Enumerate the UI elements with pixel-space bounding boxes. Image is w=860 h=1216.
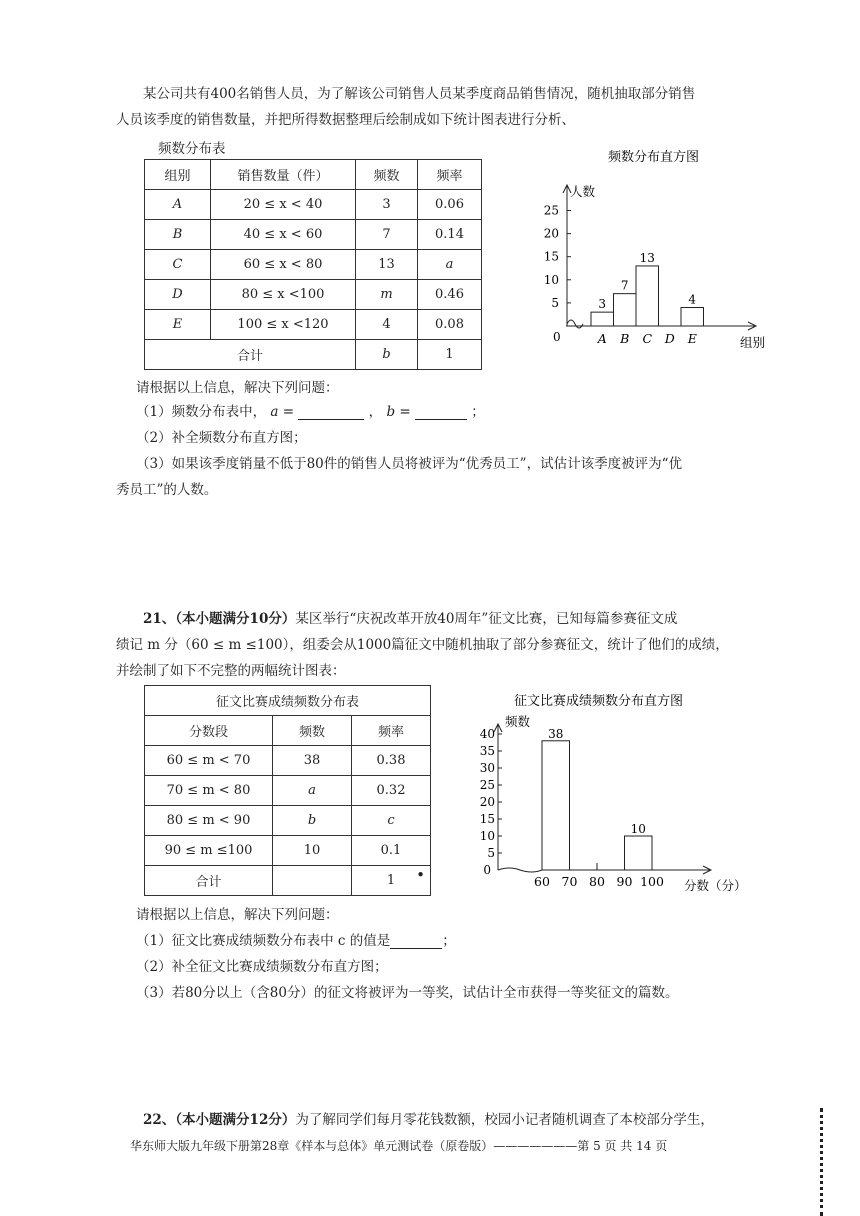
q21-sub1	[136, 929, 456, 954]
x-axis	[498, 868, 710, 872]
table-cell: B	[145, 220, 211, 250]
table-cell: 100 ≤ x <120	[211, 310, 356, 340]
table-cell: a	[273, 776, 352, 806]
table-cell: 0.14	[418, 220, 482, 250]
table-row	[145, 250, 482, 280]
q20-sub1-end: ；	[471, 404, 485, 420]
table-header-row	[145, 160, 482, 190]
header-cell: 分数段	[145, 716, 273, 746]
bar-data-label: 4	[688, 292, 697, 307]
y-tick-label: 25	[479, 778, 495, 792]
y-tick-label: 20	[479, 795, 495, 809]
table-cell: 0.08	[418, 310, 482, 340]
table-cell: c	[352, 806, 431, 836]
table-cell: A	[145, 190, 211, 220]
y-tick-label: 40	[479, 727, 495, 741]
table-cell: 20 ≤ x < 40	[211, 190, 356, 220]
table-cell	[352, 866, 431, 896]
table-cell: C	[145, 250, 211, 280]
q20-sub2: （2）补全频数分布直方图；	[136, 430, 307, 446]
q22-number: 22、	[143, 1112, 176, 1128]
table-row	[145, 776, 431, 806]
table-cell: 60 ≤ m < 70	[145, 746, 273, 776]
q21-histogram	[470, 688, 770, 900]
bar-data-label: 10	[630, 822, 646, 836]
table-row	[145, 806, 431, 836]
table-cell: 0.06	[418, 190, 482, 220]
x-tick-label: 100	[640, 874, 664, 889]
table-cell: 1	[418, 340, 482, 370]
axis-break	[567, 320, 583, 328]
bar	[591, 312, 614, 326]
y-tick-label: 25	[543, 203, 559, 218]
table-cell: 0.38	[352, 746, 431, 776]
bar	[625, 836, 653, 870]
q21-intro-line3: 并绘制了如下不完整的两幅统计图表：	[116, 663, 346, 679]
q20-sub1-sep: ，	[368, 404, 383, 420]
chart-title: 频数分布直方图	[608, 150, 700, 165]
q20-sub1-b-label: b =	[386, 404, 411, 420]
table-row	[145, 310, 482, 340]
table-cell: D	[145, 280, 211, 310]
table-row	[145, 220, 482, 250]
x-tick-label: B	[620, 331, 630, 346]
table-cell: 0.46	[418, 280, 482, 310]
table-cell: 0.32	[352, 776, 431, 806]
table-cell	[273, 866, 352, 896]
q20-sub1-a-label: a =	[270, 404, 295, 420]
q22-points: （本小题满分12分）	[175, 1112, 296, 1128]
table-cell: 4	[356, 310, 418, 340]
y-tick-label: 20	[543, 226, 559, 241]
table-row	[145, 190, 482, 220]
q20-answer-a-blank[interactable]	[298, 405, 364, 420]
header-cell: 频率	[352, 716, 431, 746]
table-header-row	[145, 716, 431, 746]
table-cell: 70 ≤ m < 80	[145, 776, 273, 806]
table-cell: 90 ≤ m ≤100	[145, 836, 273, 866]
table-cell: 3	[356, 190, 418, 220]
q20-sub1-text: （1）频数分布表中，	[136, 404, 267, 420]
table-total-row	[145, 866, 431, 896]
chart-title: 征文比赛成绩频数分布直方图	[514, 694, 684, 709]
bar-data-label: 38	[548, 726, 564, 741]
header-cell: 销售数量（件）	[211, 160, 356, 190]
y-tick-label: 15	[479, 812, 495, 826]
table-cell: 10	[273, 836, 352, 866]
table-cell: 60 ≤ x < 80	[211, 250, 356, 280]
table-cell: a	[418, 250, 482, 280]
table-total-row	[145, 340, 482, 370]
y-tick-label: 5	[487, 846, 495, 860]
table-cell: 38	[273, 746, 352, 776]
x-tick-label: 70	[561, 874, 578, 889]
binding-dotted-line	[820, 1108, 823, 1216]
total-value: 1	[386, 873, 396, 888]
q21-intro-line2: 绩记 m 分（60 ≤ m ≤100），组委会从1000篇征文中随机抽取了部分参赛征文，统计了他们的成绩，	[116, 637, 729, 653]
q20-table-caption: 频数分布表	[158, 141, 226, 157]
q20-prompt: 请根据以上信息，解决下列问题：	[136, 380, 339, 396]
x-axis-label: 组别	[740, 335, 766, 350]
q21-sub1-text: （1）征文比赛成绩频数分布表中 c 的值是	[136, 933, 391, 949]
q21-intro-line1	[116, 607, 764, 632]
x-tick-label: 90	[616, 874, 633, 889]
table-cell: m	[356, 280, 418, 310]
q21-number: 21、	[143, 611, 176, 627]
bar-data-label: 7	[620, 278, 629, 293]
bar	[614, 294, 637, 326]
q21-sub3: （3）若80分以上（含80分）的征文将被评为一等奖，试估计全市获得一等奖征文的篇数。	[136, 985, 679, 1001]
bar	[542, 741, 570, 870]
q22-intro	[116, 1108, 764, 1133]
q20-sub1	[136, 400, 485, 425]
q20-sub3-line1: （3）如果该季度销量不低于80件的销售人员将被评为“优秀员工”，试估计该季度被评为“优	[136, 456, 682, 472]
q20-frequency-table	[144, 159, 482, 370]
q21-frequency-table	[144, 685, 431, 896]
x-tick-label: A	[597, 331, 607, 346]
header-cell: 频数	[273, 716, 352, 746]
x-tick-label: 80	[589, 874, 605, 889]
y-axis-label: 频数	[505, 714, 531, 729]
table-row	[145, 280, 482, 310]
q21-sub1-end: ；	[442, 933, 456, 949]
table-cell: 80 ≤ m < 90	[145, 806, 273, 836]
x-tick-label: C	[642, 331, 653, 346]
x-tick-label: 60	[534, 874, 550, 889]
table-cell: 40 ≤ x < 60	[211, 220, 356, 250]
bar	[636, 266, 659, 326]
bar-data-label: 13	[639, 250, 655, 265]
q20-intro-line1: 某公司共有400名销售人员，为了解该公司销售人员某季度商品销售情况，随机抽取部分销售	[143, 86, 696, 102]
stray-dot: •	[416, 866, 425, 884]
table-cell: b	[273, 806, 352, 836]
table-cell: 7	[356, 220, 418, 250]
table-row	[145, 746, 431, 776]
bar-data-label: 3	[598, 297, 607, 312]
table-cell: 80 ≤ x <100	[211, 280, 356, 310]
header-cell: 组别	[145, 160, 211, 190]
origin-label: 0	[483, 863, 491, 877]
q20-intro-line2: 人员该季度的销售数量，并把所得数据整理后绘制成如下统计图表进行分析、	[116, 112, 575, 128]
y-tick-label: 15	[543, 249, 559, 264]
q21-sub2: （2）补全征文比赛成绩频数分布直方图；	[136, 959, 388, 975]
y-axis-label: 人数	[570, 184, 596, 199]
y-tick-label: 5	[551, 295, 559, 310]
table-cell: 合计	[145, 340, 356, 370]
y-tick-label: 10	[479, 829, 495, 843]
table-cell: 0.1	[352, 836, 431, 866]
header-cell: 频率	[418, 160, 482, 190]
x-axis-label: 分数（分）	[684, 878, 747, 893]
q20-histogram	[520, 140, 780, 355]
origin-label: 0	[553, 330, 561, 344]
table-cell: E	[145, 310, 211, 340]
q21-prompt: 请根据以上信息，解决下列问题：	[136, 907, 339, 923]
y-tick-label: 35	[479, 744, 495, 758]
q21-points: （本小题满分10分）	[175, 611, 296, 627]
table-cell: 13	[356, 250, 418, 280]
table-cell: 合计	[145, 866, 273, 896]
y-tick-label: 30	[479, 761, 495, 775]
q21-intro-text: 某区举行“庆祝改革开放40周年”征文比赛，已知每篇参赛征文成	[295, 611, 678, 627]
page-footer: 华东师大版九年级下册第28章《样本与总体》单元测试卷（原卷版）———————第 5 页 共 14 页	[130, 1139, 668, 1153]
x-tick-label: D	[664, 331, 675, 346]
q22-text: 为了解同学们每月零花钱数额，校园小记者随机调查了本校部分学生，	[295, 1112, 714, 1128]
y-tick-label: 10	[543, 272, 559, 287]
q20-answer-b-blank[interactable]	[415, 405, 467, 420]
table-title-row	[145, 686, 431, 716]
q20-sub3-line2: 秀员工”的人数。	[116, 482, 218, 498]
bar	[681, 308, 704, 326]
q21-answer-c-blank[interactable]	[390, 934, 442, 949]
table-cell: b	[356, 340, 418, 370]
table-row	[145, 836, 431, 866]
table-title: 征文比赛成绩频数分布表	[145, 686, 431, 716]
header-cell: 频数	[356, 160, 418, 190]
x-tick-label: E	[687, 331, 697, 346]
